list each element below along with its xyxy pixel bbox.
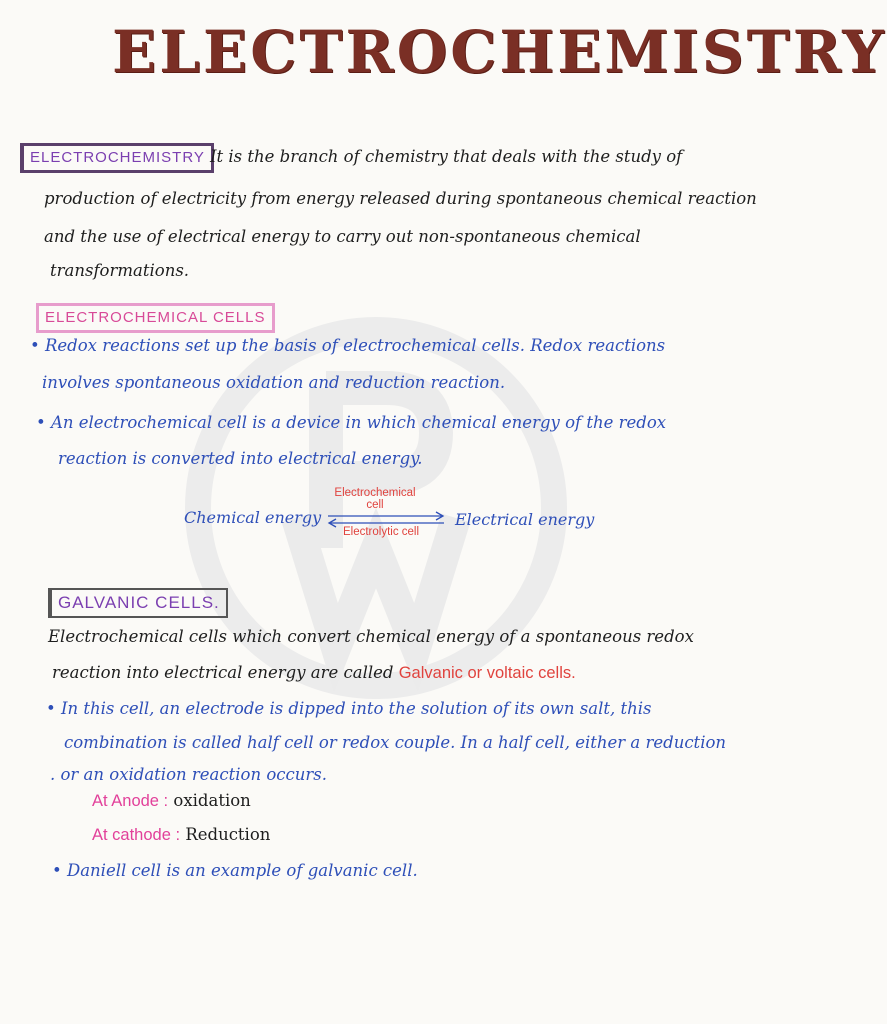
galvanic-line-1: Electrochemical cells which convert chemical energy of a spontaneous redox — [48, 627, 694, 646]
galvanic-heading: GALVANIC CELLS. — [58, 593, 220, 612]
definition-line-3: and the use of electrical energy to carry out non-spontaneous chemical — [44, 227, 641, 246]
galvanic-bullet-1: • In this cell, an electrode is dipped into the solution of its own salt, this — [46, 699, 652, 718]
cells-line-2: involves spontaneous oxidation and reduction reaction. — [42, 373, 506, 392]
galvanic-line-2-text: reaction into electrical energy are called — [52, 663, 394, 682]
galvanic-highlight: Galvanic or voltaic cells. — [398, 664, 576, 682]
equation-left: Chemical energy — [184, 508, 322, 527]
galvanic-line-2 — [52, 662, 576, 684]
cells-line-1: • Redox reactions set up the basis of electrochemical cells. Redox reactions — [30, 336, 666, 355]
galvanic-bullet-3: . or an oxidation reaction occurs. — [50, 765, 327, 784]
anode-label: At Anode : — [92, 792, 169, 810]
equation-top-label-2: cell — [366, 499, 384, 511]
definition-heading: ELECTROCHEMISTRY — [30, 149, 205, 166]
anode-value: oxidation — [173, 791, 251, 810]
cathode-value: Reduction — [185, 825, 271, 844]
definition-line-1: It is the branch of chemistry that deals with the study of — [210, 147, 683, 166]
cells-line-3: • An electrochemical cell is a device in which chemical energy of the redox — [36, 413, 667, 432]
galvanic-bullet-2: combination is called half cell or redox couple. In a half cell, either a reduction — [64, 733, 727, 752]
galvanic-heading-box — [48, 588, 228, 618]
galvanic-example: • Daniell cell is an example of galvanic cell. — [52, 861, 418, 880]
equation-bottom-label: Electrolytic cell — [342, 526, 420, 538]
cells-heading: ELECTROCHEMICAL CELLS — [45, 309, 266, 326]
equation-top-label: Electrochemical — [334, 487, 416, 499]
cells-line-4: reaction is converted into electrical energy. — [58, 449, 423, 468]
equation-right: Electrical energy — [455, 510, 595, 529]
definition-line-4: transformations. — [50, 261, 190, 280]
cathode-label: At cathode : — [92, 826, 181, 844]
definition-line-2: production of electricity from energy released during spontaneous chemical reaction — [44, 189, 757, 208]
cathode-row — [92, 824, 270, 846]
anode-row — [92, 790, 251, 812]
page-title: ELECTROCHEMISTRY — [112, 18, 887, 86]
definition-heading-box — [20, 143, 214, 173]
cells-heading-box — [36, 303, 275, 333]
